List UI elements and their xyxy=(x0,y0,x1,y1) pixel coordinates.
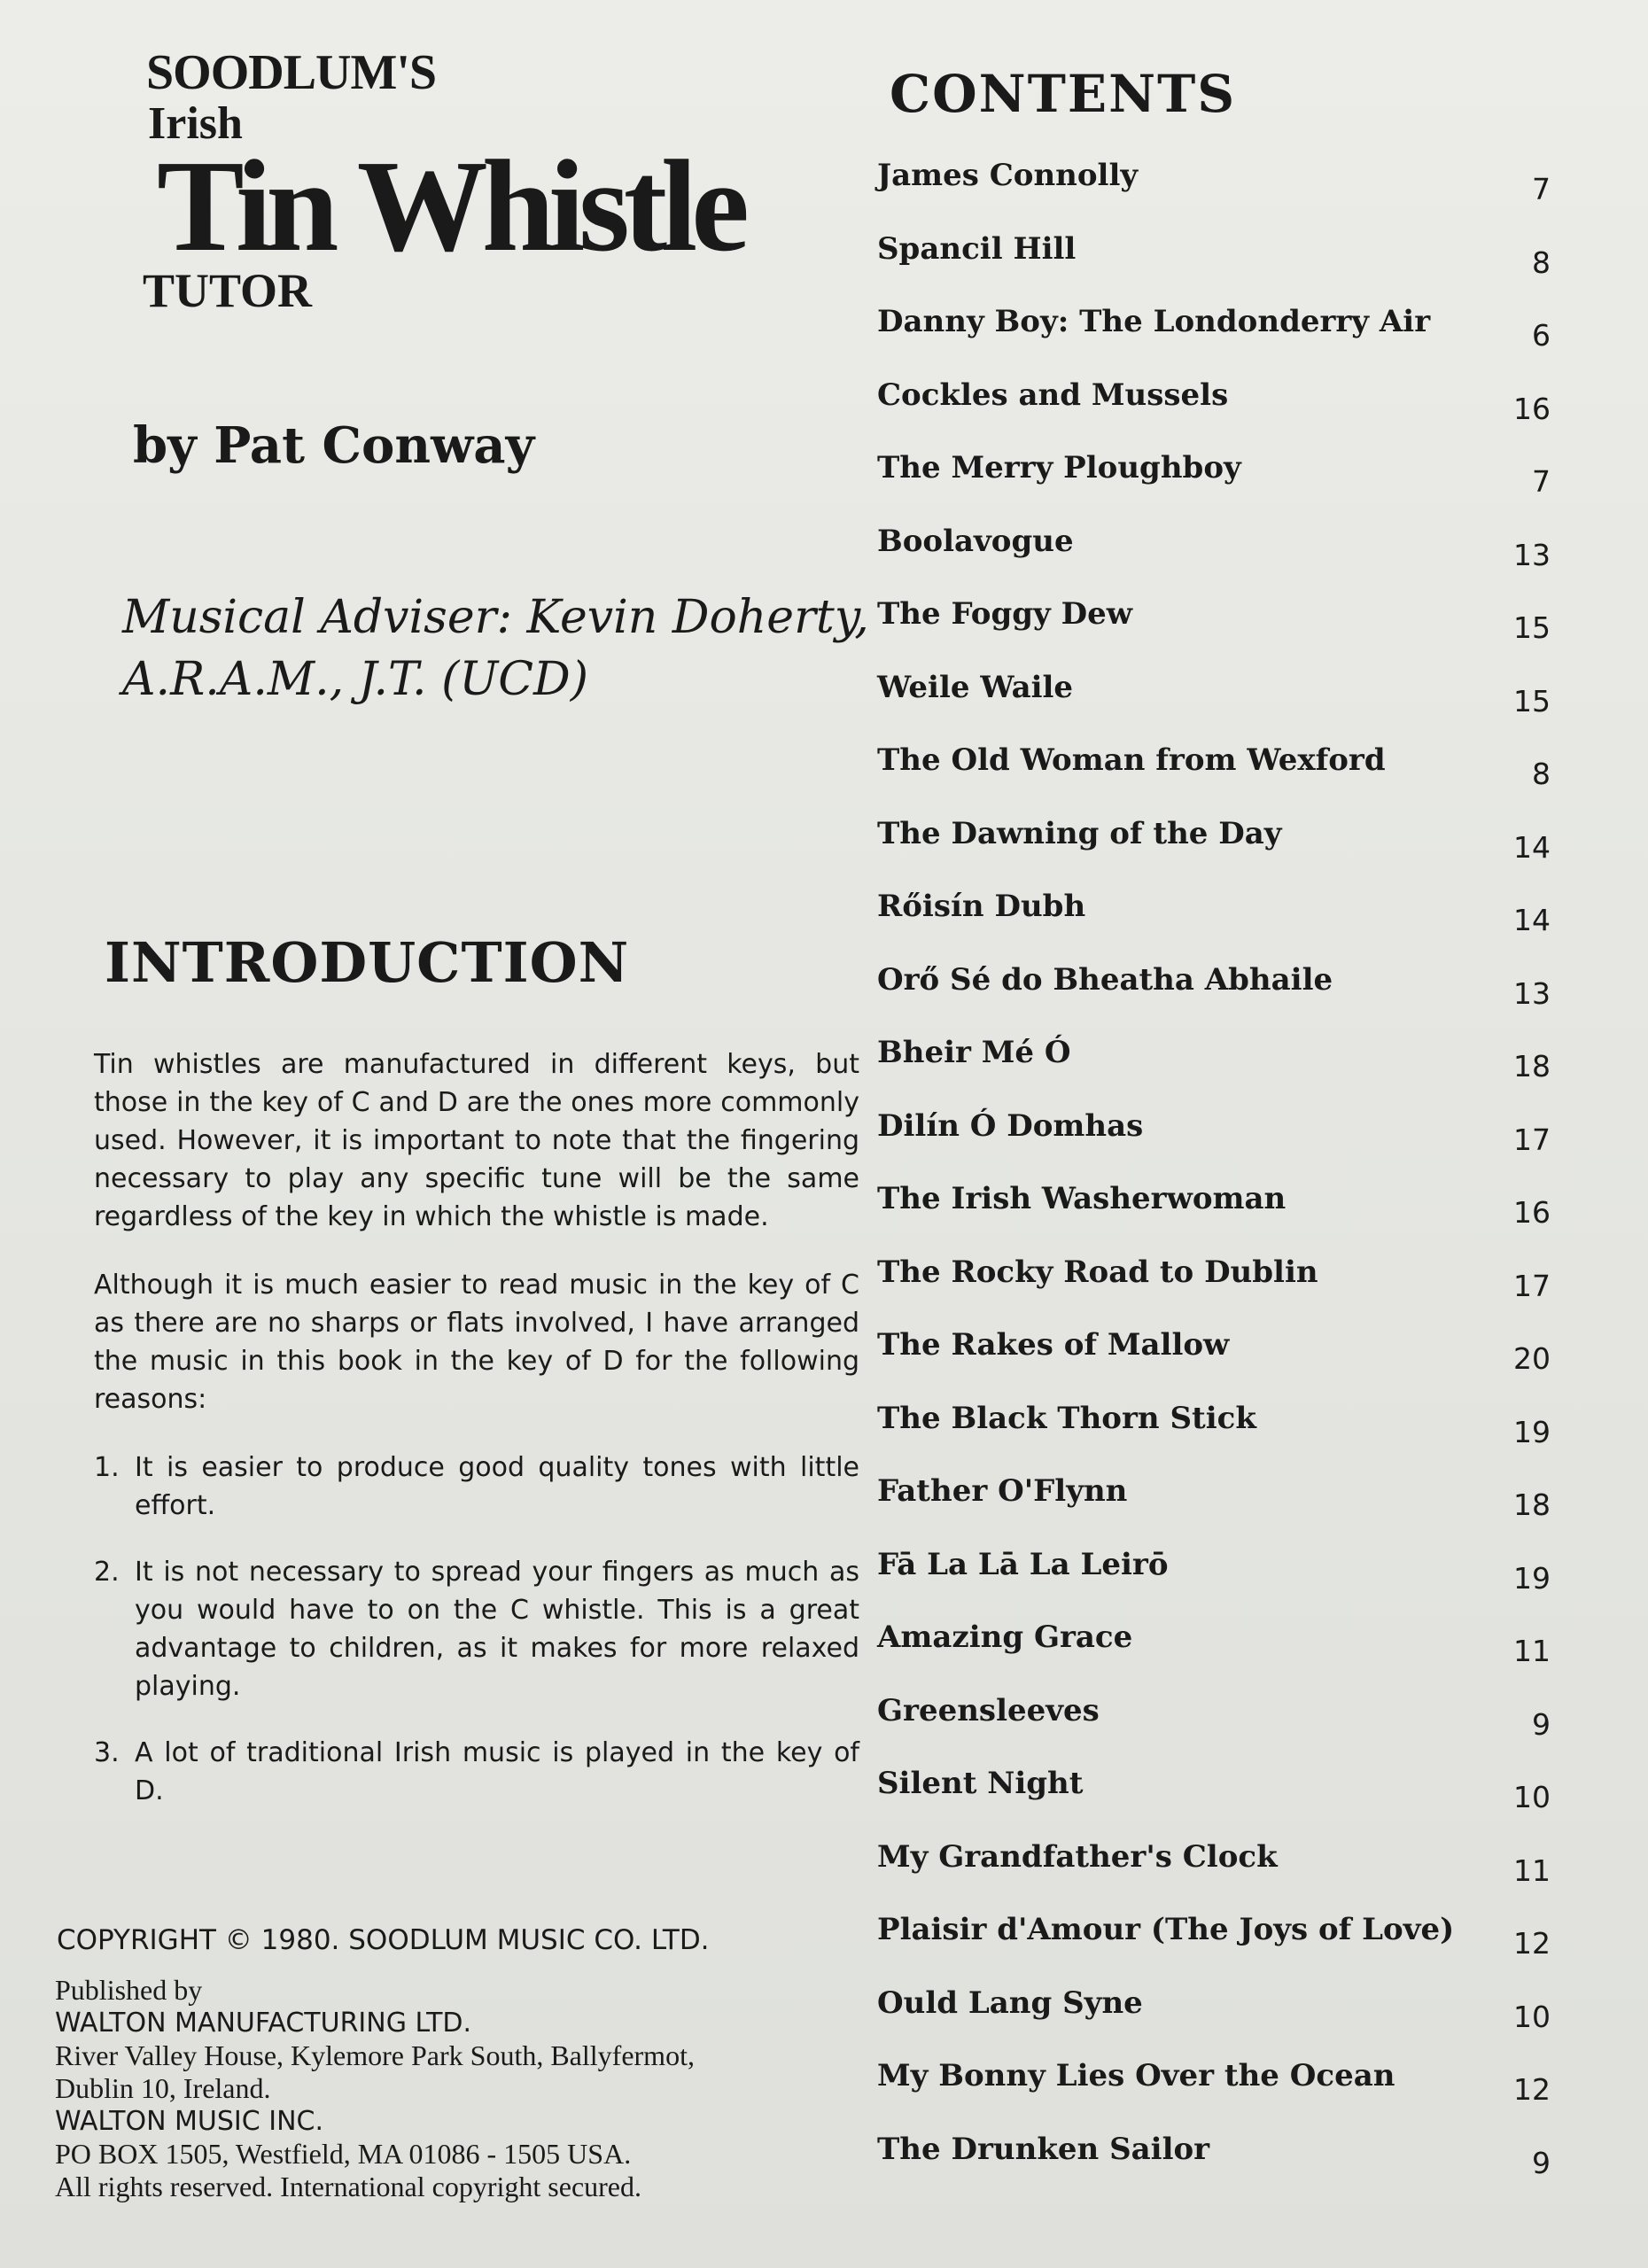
entry-title: Spancil Hill xyxy=(877,230,1077,267)
reason-number: 1. xyxy=(94,1452,120,1483)
entry-title: The Drunken Sailor xyxy=(877,2131,1210,2167)
entry-title: The Black Thorn Stick xyxy=(877,1400,1256,1436)
entry-title: Plaisir d'Amour (The Joys of Love) xyxy=(877,1912,1455,1947)
contents-entry xyxy=(877,1616,1551,1689)
entry-page-number: 9 xyxy=(1532,2145,1551,2180)
entry-title: Ould Lang Syne xyxy=(877,1984,1143,2021)
entry-page-number: 11 xyxy=(1513,1634,1551,1668)
contents-entry xyxy=(877,593,1551,666)
contents-entry xyxy=(877,666,1551,740)
reason-number: 2. xyxy=(94,1557,120,1588)
contents-entry xyxy=(877,374,1551,447)
publisher-company-2: WALTON MUSIC INC. xyxy=(55,2106,324,2137)
introduction-body xyxy=(94,1045,859,1838)
entry-page-number: 10 xyxy=(1513,1999,1551,2034)
contents-heading: CONTENTS xyxy=(890,64,1237,124)
contents-entry xyxy=(877,1543,1551,1617)
contents-entry xyxy=(877,1836,1551,1909)
book-subtitle: TUTOR xyxy=(143,264,313,317)
contents-entry xyxy=(877,885,1551,959)
entry-title: The Old Woman from Wexford xyxy=(877,742,1386,778)
publisher-company-1: WALTON MANUFACTURING LTD. xyxy=(55,2008,472,2039)
entry-title: Bheir Mé Ó xyxy=(877,1035,1071,1070)
contents-entry xyxy=(877,1105,1551,1178)
contents-entry xyxy=(877,2128,1551,2202)
contents-entry xyxy=(877,2054,1551,2128)
entry-title: Father O'Flynn xyxy=(877,1473,1128,1509)
contents-entry xyxy=(877,520,1551,594)
contents-entry xyxy=(877,1031,1551,1105)
entry-page-number: 7 xyxy=(1532,172,1551,206)
entry-page-number: 7 xyxy=(1532,464,1551,499)
entry-title: Silent Night xyxy=(877,1766,1084,1801)
introduction-heading: INTRODUCTION xyxy=(105,930,630,995)
entry-page-number: 13 xyxy=(1513,975,1551,1011)
entry-page-number: 8 xyxy=(1532,757,1551,791)
reason-item xyxy=(94,1449,859,1525)
entry-title: The Irish Washerwoman xyxy=(877,1181,1287,1216)
reason-text: It is easier to produce good quality tones with little effort. xyxy=(135,1452,859,1521)
contents-entry xyxy=(877,1177,1551,1251)
contents-entry xyxy=(877,1908,1551,1982)
contents-entry xyxy=(877,959,1551,1032)
entry-page-number: 18 xyxy=(1513,1487,1551,1522)
contents-entry xyxy=(877,739,1551,812)
entry-title: The Merry Ploughboy xyxy=(877,450,1241,485)
entry-title: The Dawning of the Day xyxy=(877,815,1282,851)
contents-entry xyxy=(877,812,1551,886)
contents-entry xyxy=(877,1397,1551,1471)
entry-page-number: 19 xyxy=(1513,1414,1551,1449)
contents-entry xyxy=(877,447,1551,520)
entry-page-number: 12 xyxy=(1513,2072,1551,2107)
entry-page-number: 19 xyxy=(1513,1560,1551,1596)
contents-entry xyxy=(877,1251,1551,1324)
contents-entry xyxy=(877,1470,1551,1543)
entry-page-number: 16 xyxy=(1513,1195,1551,1230)
publisher-address-2: PO BOX 1505, Westfield, MA 01086 - 1505 USA. xyxy=(55,2138,632,2170)
published-by: Published by xyxy=(55,1974,203,2006)
contents-entry xyxy=(877,1324,1551,1397)
entry-page-number: 18 xyxy=(1513,1049,1551,1084)
reasons-list xyxy=(94,1449,859,1810)
entry-title: Fā La Lā La Leirō xyxy=(877,1546,1169,1582)
entry-title: James Connolly xyxy=(877,158,1139,193)
entry-page-number: 8 xyxy=(1532,245,1551,280)
series-label: Irish xyxy=(148,98,243,149)
entry-page-number: 14 xyxy=(1513,829,1551,865)
entry-title: Boolavogue xyxy=(877,523,1074,559)
adviser-line-2: A.R.A.M., J.T. (UCD) xyxy=(122,653,588,706)
book-title: Tin Whistle xyxy=(157,134,743,279)
musical-adviser xyxy=(122,586,869,711)
entry-page-number: 9 xyxy=(1532,1706,1551,1742)
entry-page-number: 16 xyxy=(1513,391,1551,426)
publisher-address-1b: Dublin 10, Ireland. xyxy=(55,2072,271,2104)
intro-paragraph-1: Tin whistles are manufactured in different keys, but those in the key of C and D are the ones more commonly used. However, it is important to note that the fingering necessary to play any specific tune will be the same regardless of the key in which the whistle is made. xyxy=(94,1049,859,1232)
entry-page-number: 12 xyxy=(1513,1926,1551,1961)
entry-page-number: 17 xyxy=(1513,1268,1551,1303)
entry-page-number: 20 xyxy=(1513,1341,1551,1376)
entry-page-number: 13 xyxy=(1513,537,1551,572)
entry-title: Amazing Grace xyxy=(877,1619,1133,1655)
contents-list xyxy=(877,154,1551,2201)
author-byline: by Pat Conway xyxy=(133,416,535,475)
entry-page-number: 14 xyxy=(1513,903,1551,937)
entry-page-number: 10 xyxy=(1513,1780,1551,1814)
contents-entry xyxy=(877,1689,1551,1763)
entry-page-number: 11 xyxy=(1513,1852,1551,1888)
contents-entry xyxy=(877,300,1551,374)
publisher-info xyxy=(55,1974,695,2203)
reason-text: It is not necessary to spread your fingers as much as you would have to on the C whistle. This is a great advantage to children, as it makes for more relaxed playing. xyxy=(135,1557,859,1702)
brand-name: SOODLUM'S xyxy=(146,45,437,100)
rights-statement: All rights reserved. International copyright secured. xyxy=(55,2171,641,2202)
entry-title: My Bonny Lies Over the Ocean xyxy=(877,2058,1395,2093)
entry-title: Greensleeves xyxy=(877,1692,1100,1728)
intro-paragraph-2: Although it is much easier to read music in the key of C as there are no sharps or flats involved, I have arranged the music in this book in the key of D for the following reasons: xyxy=(94,1270,859,1415)
entry-title: Weile Waile xyxy=(877,669,1074,705)
entry-title: The Foggy Dew xyxy=(877,596,1132,632)
entry-title: The Rocky Road to Dublin xyxy=(877,1254,1318,1290)
entry-page-number: 15 xyxy=(1513,610,1551,645)
entry-page-number: 17 xyxy=(1513,1122,1551,1157)
entry-title: Orő Sé do Bheatha Abhaile xyxy=(877,961,1333,998)
title-block xyxy=(143,45,743,317)
entry-page-number: 6 xyxy=(1532,318,1551,353)
copyright-notice: COPYRIGHT © 1980. SOODLUM MUSIC CO. LTD. xyxy=(57,1924,710,1956)
reason-item xyxy=(94,1734,859,1810)
entry-title: The Rakes of Mallow xyxy=(877,1327,1230,1363)
contents-entry xyxy=(877,1982,1551,2055)
reason-number: 3. xyxy=(94,1737,120,1768)
adviser-line-1: Musical Adviser: Kevin Doherty, xyxy=(122,591,869,644)
reason-item xyxy=(94,1553,859,1705)
entry-title: Danny Boy: The Londonderry Air xyxy=(877,304,1431,339)
reason-text: A lot of traditional Irish music is played in the key of D. xyxy=(135,1737,859,1806)
contents-entry xyxy=(877,154,1551,228)
publisher-address-1a: River Valley House, Kylemore Park South, Ballyfermot, xyxy=(55,2039,695,2071)
entry-page-number: 15 xyxy=(1513,683,1551,718)
entry-title: Dilín Ó Domhas xyxy=(877,1107,1144,1144)
contents-entry xyxy=(877,1762,1551,1836)
entry-title: Rőisín Dubh xyxy=(877,889,1086,924)
entry-title: Cockles and Mussels xyxy=(877,377,1229,413)
entry-title: My Grandfather's Clock xyxy=(877,1838,1278,1875)
contents-entry xyxy=(877,228,1551,301)
